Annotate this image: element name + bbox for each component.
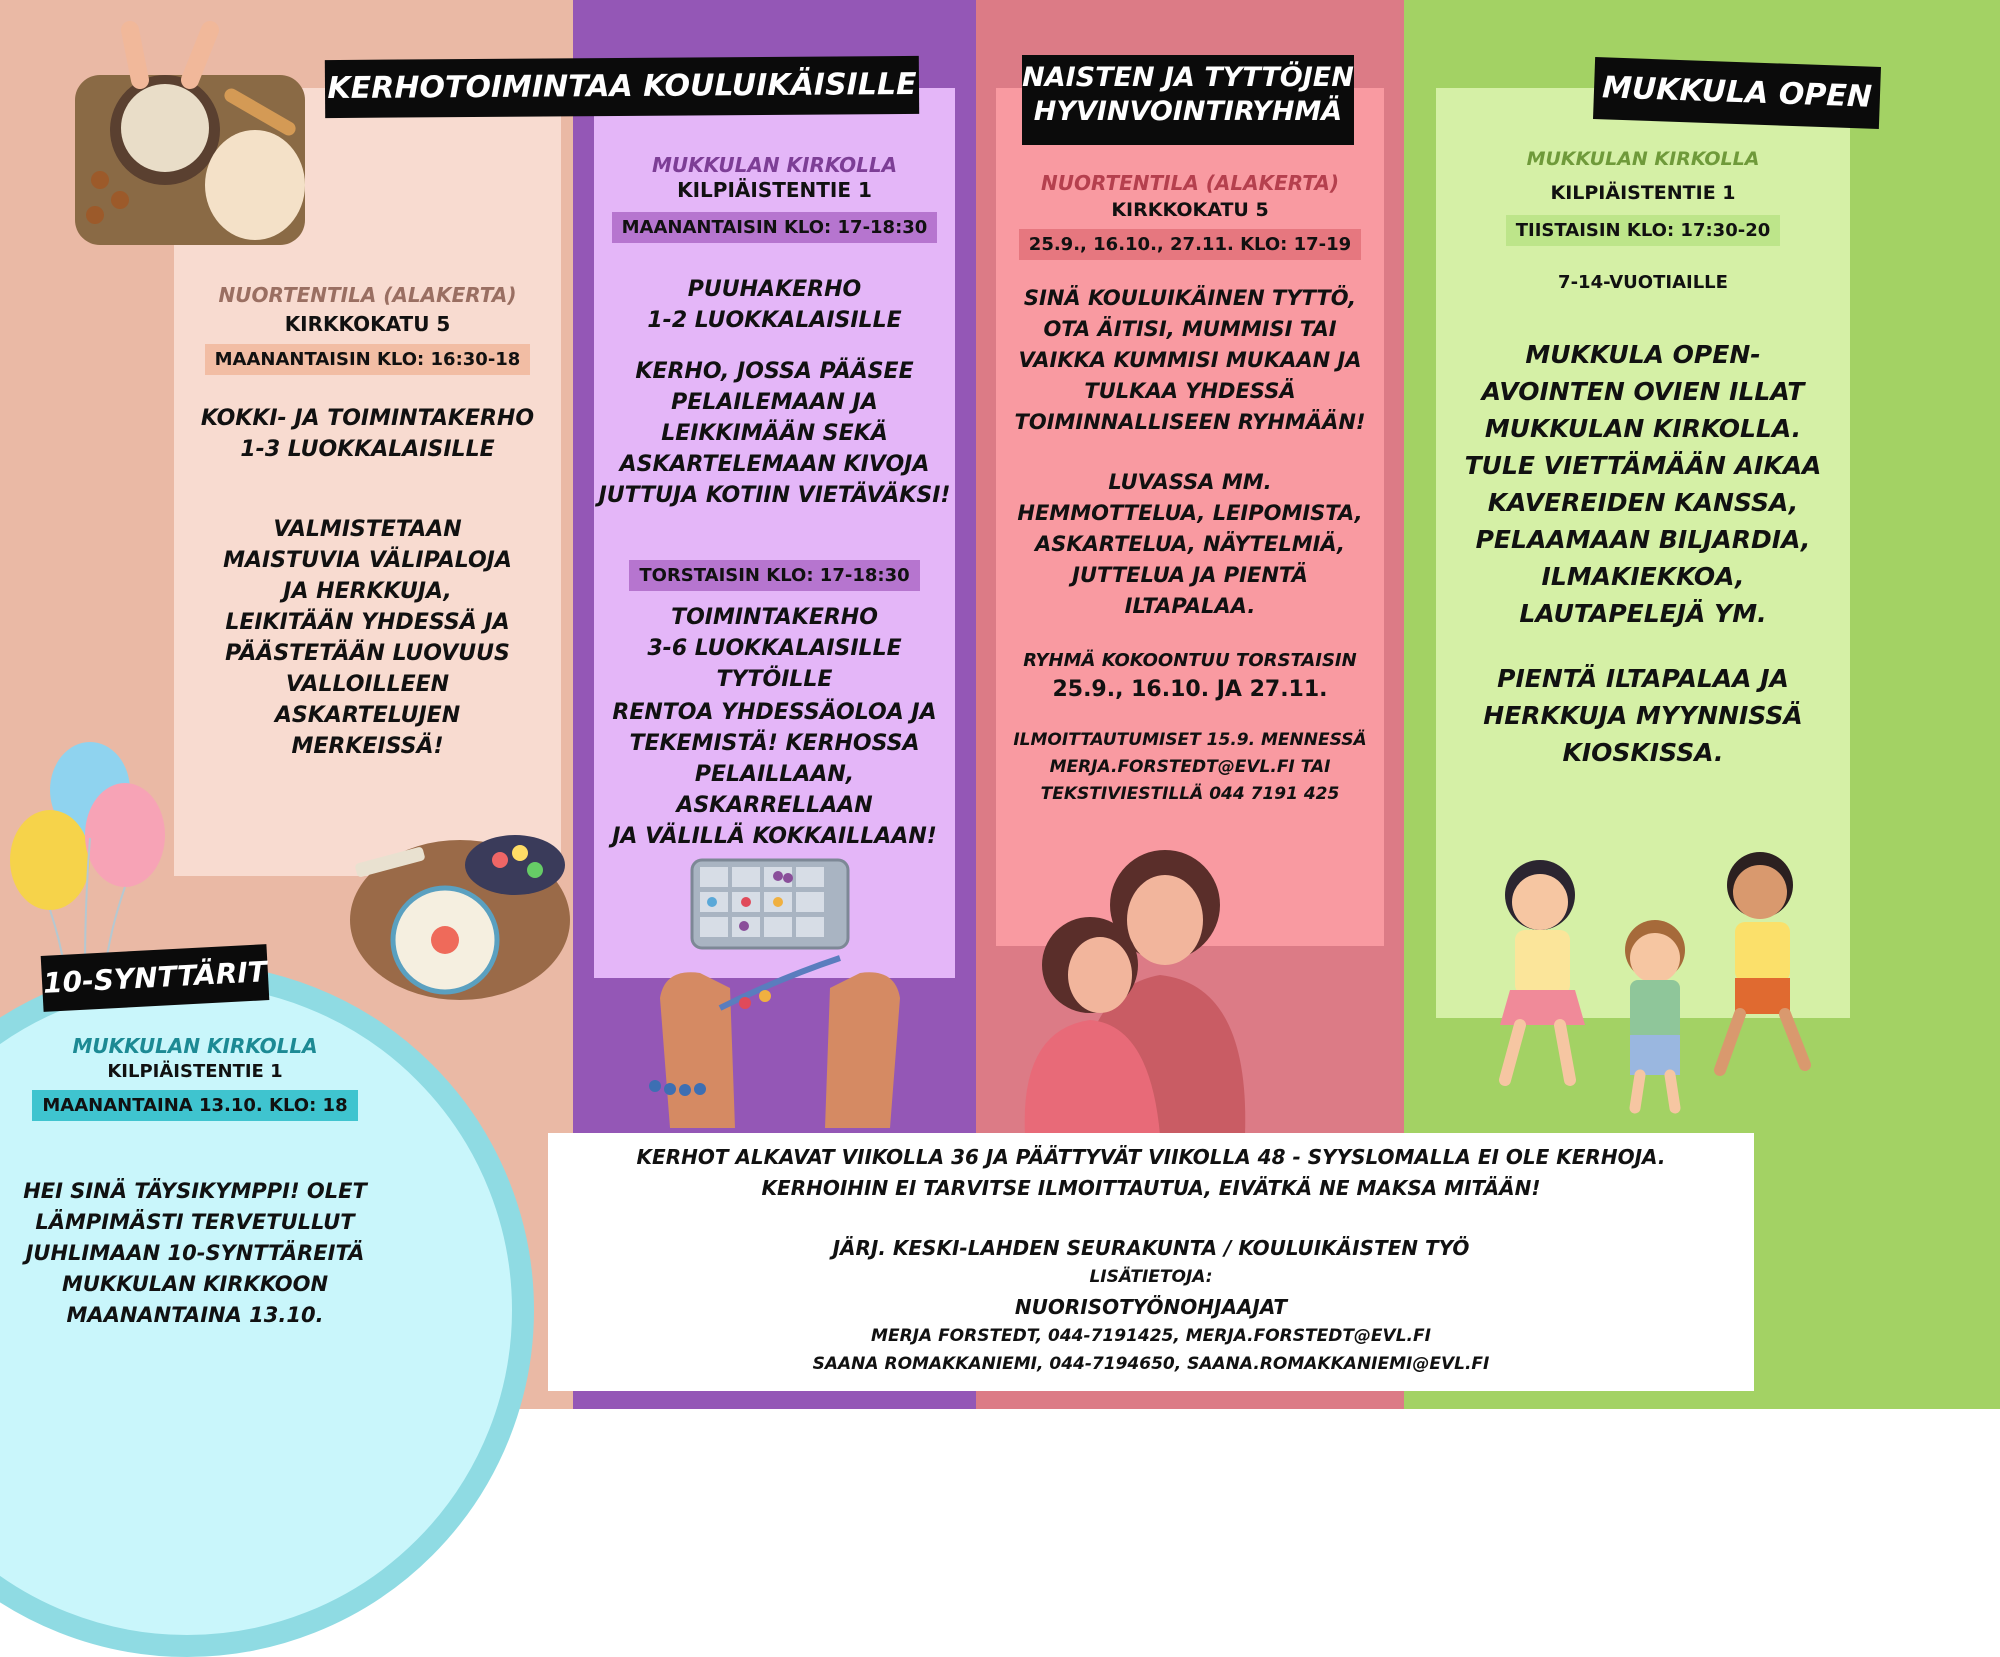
col3-meet-line2: 25.9., 16.10. JA 27.11. bbox=[1052, 677, 1328, 702]
col2-club2 bbox=[594, 602, 955, 695]
col4-desc1-line: AVOINTEN OVIEN ILLAT bbox=[1481, 377, 1805, 406]
col1-desc-line: ASKARTELUJEN bbox=[274, 703, 461, 728]
col3-desc1-line: SINÄ KOULUIKÄINEN TYTTÖ, bbox=[1023, 286, 1357, 310]
col3-desc2-line: ILTAPALAA. bbox=[1124, 594, 1256, 618]
col2-desc1-line: LEIKKIMÄÄN SEKÄ bbox=[661, 421, 888, 446]
balloons-illustration bbox=[5, 740, 175, 970]
painting-illustration bbox=[335, 825, 570, 1005]
col4-desc1-line: MUKKULA OPEN- bbox=[1525, 340, 1761, 369]
col4-desc2-line: KIOSKISSA. bbox=[1562, 738, 1724, 767]
synttarit-desc-line: HEI SINÄ TÄYSIKYMPPI! OLET bbox=[23, 1179, 367, 1203]
col4-desc2-line: PIENTÄ ILTAPALAA JA bbox=[1497, 664, 1789, 693]
col4-desc1 bbox=[1436, 336, 1850, 632]
header-synttarit bbox=[41, 944, 270, 1012]
baking-illustration bbox=[70, 20, 310, 260]
col3-signup-line: TEKSTIVIESTILLÄ 044 7191 425 bbox=[1040, 784, 1340, 804]
col3-desc1-line: TULKAA YHDESSÄ bbox=[1084, 379, 1296, 403]
col3-desc2-line: ASKARTELUA, NÄYTELMIÄ, bbox=[1034, 532, 1346, 556]
col2-desc1-line: JUTTUJA KOTIIN VIETÄVÄKSI! bbox=[598, 483, 951, 508]
col2-desc2-line: RENTOA YHDESSÄOLOA JA bbox=[612, 700, 937, 725]
col2-club2-line: TOIMINTAKERHO bbox=[671, 605, 878, 630]
synttarit-place: MUKKULAN KIRKOLLA bbox=[72, 1034, 318, 1058]
col1-desc-line: VALMISTETAAN bbox=[273, 517, 462, 542]
col1-club-line: 1-3 LUOKKALAISILLE bbox=[240, 437, 495, 462]
mother-daughter-illustration bbox=[1020, 820, 1275, 1135]
synttarit-address: KILPIÄISTENTIE 1 bbox=[107, 1061, 283, 1082]
info-role: NUORISOTYÖNOHJAAJAT bbox=[1014, 1295, 1288, 1319]
col4-desc2-line: HERKKUJA MYYNNISSÄ bbox=[1483, 701, 1803, 730]
col1-desc-line: JA HERKKUJA, bbox=[283, 579, 452, 604]
col1-address: KIRKKOKATU 5 bbox=[284, 312, 451, 336]
col3-desc1-line: VAIKKA KUMMISI MUKAAN JA bbox=[1018, 348, 1362, 372]
col3-signup-line: MERJA.FORSTEDT@EVL.FI TAI bbox=[1049, 757, 1331, 777]
col3-desc1-line: TOIMINNALLISEEN RYHMÄÄN! bbox=[1014, 410, 1366, 434]
col1-description bbox=[174, 514, 561, 762]
header-hyvinvointiryhma bbox=[1022, 55, 1354, 145]
col3-desc2-line: HEMMOTTELUA, LEIPOMISTA, bbox=[1017, 501, 1363, 525]
col3-address: KIRKKOKATU 5 bbox=[1111, 199, 1269, 221]
col2-desc2 bbox=[594, 697, 955, 852]
header-synttarit-text: 10-SYNTTÄRIT bbox=[42, 955, 268, 1000]
col2-desc2-line: PELAILLAAN, ASKARRELLAAN bbox=[676, 762, 873, 818]
col2-desc1 bbox=[594, 356, 955, 511]
col1-desc-line: LEIKITÄÄN YHDESSÄ JA bbox=[225, 610, 510, 635]
col1-place: NUORTENTILA (ALAKERTA) bbox=[218, 283, 517, 307]
col4-desc1-line: LAUTAPELEJÄ YM. bbox=[1519, 599, 1767, 628]
info-line1: KERHOT ALKAVAT VIIKOLLA 36 JA PÄÄTTYVÄT VIIKOLLA 48 - SYYSLOMALLA EI OLE KERHOJA. bbox=[636, 1145, 1666, 1169]
synttarit-desc-line: MAANANTAINA 13.10. bbox=[66, 1303, 324, 1327]
col2-desc1-line: KERHO, JOSSA PÄÄSEE bbox=[635, 359, 914, 384]
col2-address: KILPIÄISTENTIE 1 bbox=[677, 178, 872, 202]
col2-time2-wrap bbox=[594, 560, 955, 591]
col3-desc2 bbox=[996, 467, 1384, 622]
header-hyvinvointiryhma-line2: HYVINVOINTIRYHMÄ bbox=[1033, 95, 1343, 127]
col4-place: MUKKULAN KIRKOLLA bbox=[1526, 148, 1760, 170]
col4-desc1-line: MUKKULAN KIRKOLLA. bbox=[1484, 414, 1802, 443]
synttarit-desc-line: MUKKULAN KIRKKOON bbox=[61, 1272, 329, 1296]
col4-time-wrap bbox=[1436, 215, 1850, 246]
col4-address: KILPIÄISTENTIE 1 bbox=[1550, 182, 1736, 204]
happy-kids-illustration bbox=[1440, 840, 1840, 1115]
col2-desc2-line: TEKEMISTÄ! KERHOSSA bbox=[629, 731, 920, 756]
synttarit-time: MAANANTAINA 13.10. KLO: 18 bbox=[32, 1090, 357, 1121]
col1-time: MAANANTAISIN KLO: 16:30-18 bbox=[205, 344, 531, 375]
header-kerhotoiminta-text: KERHOTOIMINTAA KOULUIKÄISILLE bbox=[327, 66, 917, 107]
header-kerhotoiminta bbox=[325, 56, 919, 118]
col3-signup bbox=[996, 727, 1384, 808]
info-contact1: MERJA FORSTEDT, 044-7191425, MERJA.FORSTEDT@EVL.FI bbox=[871, 1326, 1431, 1346]
info-box bbox=[548, 1133, 1754, 1391]
col3-time: 25.9., 16.10., 27.11. KLO: 17-19 bbox=[1019, 229, 1361, 260]
col2-club2-line: 3-6 LUOKKALAISILLE TYTÖILLE bbox=[647, 636, 902, 692]
col2-desc1-line: PELAILEMAAN JA bbox=[671, 390, 878, 415]
col3-desc2-line: JUTTELUA JA PIENTÄ bbox=[1072, 563, 1308, 587]
info-organizer: JÄRJ. KESKI-LAHDEN SEURAKUNTA / KOULUIKÄISTEN TYÖ bbox=[832, 1236, 1470, 1260]
col3-meet-line1: RYHMÄ KOKOONTUU TORSTAISIN bbox=[1023, 650, 1357, 671]
col4-desc1-line: ILMAKIEKKOA, bbox=[1541, 562, 1745, 591]
col1-desc-line: VALLOILLEEN bbox=[285, 672, 450, 697]
col2-time2: TORSTAISIN KLO: 17-18:30 bbox=[629, 560, 919, 591]
col4-time: TIISTAISIN KLO: 17:30-20 bbox=[1506, 215, 1781, 246]
col1-desc-line: MERKEISSÄ! bbox=[291, 734, 444, 759]
info-contact2: SAANA ROMAKKANIEMI, 044-7194650, SAANA.ROMAKKANIEMI@EVL.FI bbox=[812, 1354, 1490, 1374]
col3-desc1 bbox=[996, 283, 1384, 438]
col1-club-line: KOKKI- JA TOIMINTAKERHO bbox=[200, 406, 535, 431]
col1-desc-line: MAISTUVIA VÄLIPALOJA bbox=[223, 548, 512, 573]
beads-illustration bbox=[640, 858, 920, 1128]
col3-desc1-line: OTA ÄITISI, MUMMISI TAI bbox=[1043, 317, 1337, 341]
col1-desc-line: PÄÄSTETÄÄN LUOVUUS bbox=[225, 641, 510, 666]
col2-time1: MAANANTAISIN KLO: 17-18:30 bbox=[612, 212, 938, 243]
col2-club1-line: 1-2 LUOKKALAISILLE bbox=[647, 308, 902, 333]
header-mukkula-open-text: MUKKULA OPEN bbox=[1601, 70, 1873, 115]
col2-desc2-line: JA VÄLILLÄ KOKKAILLAAN! bbox=[612, 824, 937, 849]
col2-place: MUKKULAN KIRKOLLA bbox=[651, 153, 898, 177]
col3-place: NUORTENTILA (ALAKERTA) bbox=[1040, 171, 1339, 195]
col2-desc1-line: ASKARTELEMAAN KIVOJA bbox=[619, 452, 930, 477]
header-hyvinvointiryhma-line1: NAISTEN JA TYTTÖJEN bbox=[1022, 62, 1354, 93]
col1-time-wrap bbox=[174, 344, 561, 375]
col3-signup-line: ILMOITTAUTUMISET 15.9. MENNESSÄ bbox=[1013, 730, 1367, 750]
synttarit-time-wrap bbox=[0, 1090, 390, 1121]
info-more-label: LISÄTIETOJA: bbox=[1089, 1267, 1213, 1287]
col4-desc1-line: KAVEREIDEN KANSSA, bbox=[1487, 488, 1799, 517]
synttarit-desc-line: JUHLIMAAN 10-SYNTTÄREITÄ bbox=[25, 1241, 365, 1265]
col3-desc2-line: LUVASSA MM. bbox=[1108, 470, 1272, 494]
col4-age: 7-14-VUOTIAILLE bbox=[1558, 272, 1728, 293]
col1-club bbox=[174, 403, 561, 465]
synttarit-description bbox=[0, 1176, 390, 1331]
col4-desc2 bbox=[1436, 660, 1850, 771]
col2-time1-wrap bbox=[594, 212, 955, 243]
col4-desc1-line: PELAAMAAN BILJARDIA, bbox=[1475, 525, 1811, 554]
header-mukkula-open bbox=[1593, 57, 1881, 129]
col3-time-wrap bbox=[996, 229, 1384, 260]
col4-desc1-line: TULE VIETTÄMÄÄN AIKAA bbox=[1464, 451, 1822, 480]
synttarit-desc-line: LÄMPIMÄSTI TERVETULLUT bbox=[35, 1210, 355, 1234]
col2-club1 bbox=[594, 274, 955, 336]
info-line2: KERHOIHIN EI TARVITSE ILMOITTAUTUA, EIVÄTKÄ NE MAKSA MITÄÄN! bbox=[761, 1176, 1541, 1200]
col2-club1-line: PUUHAKERHO bbox=[687, 277, 862, 302]
